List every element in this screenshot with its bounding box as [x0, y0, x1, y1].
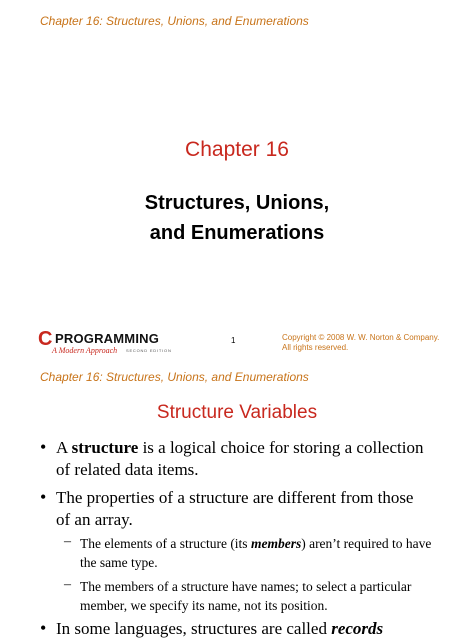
logo-subtitle: A Modern Approach [52, 346, 118, 355]
copyright-notice [282, 333, 439, 353]
slide-header: Chapter 16: Structures, Unions, and Enumerations [40, 370, 309, 384]
bullet-marker: • [40, 437, 47, 457]
slide-title-line-2: and Enumerations [149, 222, 325, 244]
c-programming-logo [38, 330, 188, 356]
copyright-line-2: All rights reserved. [282, 343, 349, 352]
dash-marker: – [64, 577, 71, 592]
bullet-text: In some languages, structures are called records [56, 619, 384, 638]
page-number: 1 [231, 336, 236, 345]
bullet-marker: • [40, 487, 47, 507]
copyright-line-1: Copyright © 2008 W. W. Norton & Company. [282, 333, 440, 342]
slide-title: Structure Variables [156, 402, 318, 423]
dash-marker: – [64, 534, 71, 549]
chapter-label: Chapter 16 [185, 138, 289, 161]
logo-letter: C [38, 328, 53, 350]
bullet-text: A structure is a logical choice for storing a collection of related data items. [56, 438, 424, 479]
bullet-text: The properties of a structure are different from those of an array. [56, 488, 414, 529]
sub-bullet-text: The members of a structure have names; to select a particular member, we specify its name, not its position. [80, 579, 412, 613]
logo-edition: SECOND EDITION [126, 348, 172, 353]
sub-bullet-text: The elements of a structure (its members) aren’t required to have the same type. [80, 536, 432, 570]
bullet-marker: • [40, 618, 47, 638]
slide-title-line-1: Structures, Unions, [144, 192, 330, 214]
slide-header: Chapter 16: Structures, Unions, and Enumerations [40, 14, 309, 28]
logo-word: PROGRAMMING [55, 331, 160, 346]
